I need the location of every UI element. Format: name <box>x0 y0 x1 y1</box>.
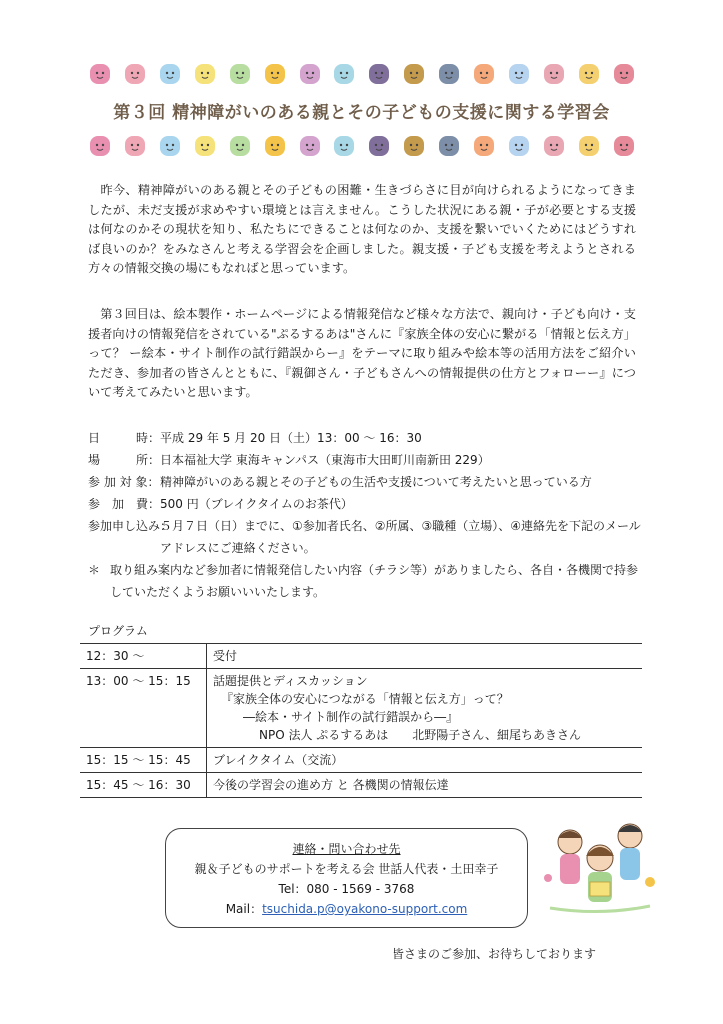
face-icon <box>193 134 217 158</box>
info-target <box>88 471 648 493</box>
fee-value: 500 円（ブレイクタイムのお茶代） <box>160 497 353 511</box>
face-icon <box>298 62 322 86</box>
face-icon <box>472 62 496 86</box>
face-icon <box>298 134 322 158</box>
face-icon <box>88 134 112 158</box>
contact-tel: Tel：080 - 1569 - 3768 <box>278 882 415 896</box>
program-row <box>80 773 642 798</box>
program-item-line: 『家族全体の安心につながる「情報と伝え方」って？ <box>221 692 509 706</box>
face-icon <box>612 134 636 158</box>
face-icon <box>123 134 147 158</box>
face-icon <box>228 62 252 86</box>
intro-paragraph-1: 昨今、精神障がいのある親とその子どもの困難・生きづらさに目が向けられるようになってきましたが、未だ支援が求めやすい環境とは言えません。こうした状況にある親・子が必要とする支援は何なのかその現状を知り、私たちにできることは何なのか、支援を繋いでいくためにはどうすれば良いのか？をみなさんと考える学習会を企画しました。親支援・子ども支援を考えようとされる方々の情報交換の場にもなればと思っています。 <box>88 183 636 276</box>
venue-value: 日本福祉大学 東海キャンパス（東海市大田町川南新田 229） <box>160 453 490 467</box>
fee-label: 参 加 費： <box>88 497 161 511</box>
face-icon <box>228 134 252 158</box>
event-info <box>88 427 648 603</box>
face-icon <box>542 134 566 158</box>
program-item <box>207 669 643 748</box>
face-icon <box>332 62 356 86</box>
program-row <box>80 748 642 773</box>
face-icon <box>542 62 566 86</box>
contact-mail-row <box>166 899 527 919</box>
face-icon <box>507 134 531 158</box>
face-icon <box>332 134 356 158</box>
email-link[interactable]: tsuchida.p@oyakono-support.com <box>262 902 468 916</box>
page-title: 第３回 精神障がいのある親とその子どもの支援に関する学習会 <box>113 103 610 123</box>
decorative-faces-top <box>88 62 636 86</box>
program-table <box>80 643 642 798</box>
program-row <box>80 669 642 748</box>
info-note <box>88 559 648 603</box>
program-row <box>80 644 642 669</box>
note-text: 取り組み案内など参加者に情報発信したい内容（チラシ等）がありましたら、各自・各機関で持参していただくようお願いいいたします。 <box>110 563 639 599</box>
face-icon <box>158 134 182 158</box>
info-apply <box>88 515 648 559</box>
face-icon <box>367 134 391 158</box>
program-item-line: ―絵本・サイト制作の試行錯誤から―』 <box>243 710 459 724</box>
note-mark: ＊ <box>88 563 101 577</box>
face-icon <box>367 62 391 86</box>
decorative-faces-bottom <box>88 134 636 158</box>
face-icon <box>472 134 496 158</box>
intro-paragraph-2: 第３回目は、絵本製作・ホームページによる情報発信など様々な方法で、親向け・子ども向け・支援者向けの情報発信をされている"ぷるするあは"さんに『家族全体の安心に繋がる「情報と伝え方」って？ ー絵本・サイト制作の試行錯誤からー』をテーマに取り組みや絵本等の活用方法をご紹介いただき、参加者の皆さんとともに、『親御さん・子どもさんへの情報提供の仕方とフォローー』について考えてみたいと思います。 <box>88 307 636 400</box>
mail-label: Mail： <box>225 902 263 916</box>
face-icon <box>123 62 147 86</box>
face-icon <box>88 62 112 86</box>
children-illustration <box>540 812 660 920</box>
date-value: 平成 29 年 5 月 20 日（土）13：00 ～ 16：30 <box>160 431 422 445</box>
face-icon <box>158 62 182 86</box>
info-fee <box>88 493 648 515</box>
program-item-line: NPO 法人 ぷるするあは 北野陽子さん、細尾ちあきさん <box>259 728 582 742</box>
info-date <box>88 427 648 449</box>
venue-label: 場 所： <box>88 453 161 467</box>
program-item: 今後の学習会の進め方 と 各機関の情報伝達 <box>207 773 643 798</box>
target-label: 参 加 対 象： <box>88 475 160 489</box>
program-item-line: 話題提供とディスカッション <box>213 674 368 688</box>
date-label: 日 時： <box>88 431 161 445</box>
face-icon <box>263 62 287 86</box>
program-heading: プログラム <box>88 624 148 638</box>
target-value: 精神障がいのある親とその子どもの生活や支援について考えたいと思っている方 <box>160 475 592 489</box>
face-icon <box>577 134 601 158</box>
face-icon <box>263 134 287 158</box>
face-icon <box>437 62 461 86</box>
face-icon <box>612 62 636 86</box>
program-time: 12：30 ～ <box>80 644 207 669</box>
face-icon <box>402 62 426 86</box>
program-time: 15：45 ～ 16：30 <box>80 773 207 798</box>
contact-heading: 連絡・問い合わせ先 <box>292 842 401 856</box>
contact-box <box>165 828 528 928</box>
program-time: 13：00 ～ 15：15 <box>80 669 207 748</box>
program-item: ブレイクタイム（交流） <box>207 748 643 773</box>
closing-message: 皆さまのご参加、お待ちしております <box>392 947 597 961</box>
face-icon <box>507 62 531 86</box>
contact-org: 親＆子どものサポートを考える会 世話人代表・土田幸子 <box>194 862 499 876</box>
face-icon <box>577 62 601 86</box>
apply-label: 参加申し込み： <box>88 519 173 533</box>
program-item: 受付 <box>207 644 643 669</box>
info-venue <box>88 449 648 471</box>
program-time: 15：15 ～ 15：45 <box>80 748 207 773</box>
face-icon <box>437 134 461 158</box>
apply-value: ５月７日（日）までに、①参加者氏名、②所属、③職種（立場）、④連絡先を下記のメールアドレスにご連絡ください。 <box>160 519 641 555</box>
face-icon <box>402 134 426 158</box>
face-icon <box>193 62 217 86</box>
